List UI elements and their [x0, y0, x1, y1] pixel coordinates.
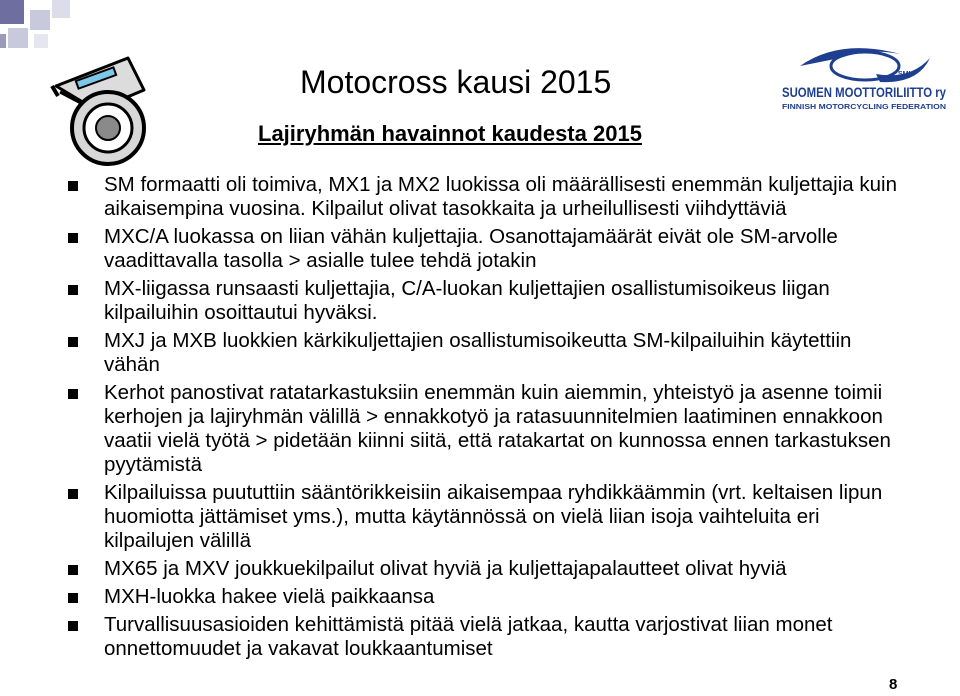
- square-bullet-icon: [68, 233, 78, 243]
- page-number: 8: [889, 676, 898, 693]
- logo-sub-text: FINNISH MOTORCYCLING FEDERATION: [782, 102, 946, 111]
- bullet-item: [68, 225, 908, 273]
- bullet-item: [68, 277, 908, 325]
- square-bullet-icon: [68, 621, 78, 631]
- bullet-text: MXH-luokka hakee vielä paikkaansa: [104, 585, 435, 608]
- square-bullet-icon: [68, 337, 78, 347]
- logo-main-text: SUOMEN MOOTTORILIITTO ry: [782, 85, 947, 100]
- square-bullet-icon: [68, 489, 78, 499]
- bullet-item: [68, 557, 908, 581]
- square-bullet-icon: [68, 565, 78, 575]
- bullet-item: [68, 329, 908, 377]
- square-bullet-icon: [68, 285, 78, 295]
- bullet-text: SM formaatti oli toimiva, MX1 ja MX2 luokissa oli määrällisesti enemmän kuljettajia kuin aikaisempina vuosina. Kilpailut olivat tasokkaita ja urheilullisesti viihdyttäviä: [104, 173, 897, 220]
- bullet-list: [68, 173, 908, 665]
- slide-title: Motocross kausi 2015: [300, 64, 612, 100]
- federation-logo: [780, 44, 950, 112]
- bullet-text: Kilpailuissa puututtiin sääntörikkeisiin aikaisempaa ryhdikkäämmin (vrt. keltaisen lipun huomiotta jättämiset yms.), mutta käytännössä on vielä liian isoja vaihteluita eri kilpailujen välillä: [104, 481, 883, 552]
- bullet-text: Kerhot panostivat ratatarkastuksiin enemmän kuin aiemmin, yhteistyö ja asenne toimii kerhojen ja lajiryhmän välillä > ennakkotyö ja ratasuunnitelmien laatiminen ennakkoon vaatii vielä työtä > pidetään kiinni siitä, että ratakartat on kunnossa ennen tarkastuksen pyytämistä: [104, 381, 891, 476]
- square-bullet-icon: [68, 181, 78, 191]
- logo-badge-text: SML: [898, 71, 913, 78]
- bullet-item: [68, 585, 908, 609]
- bullet-item: [68, 381, 908, 477]
- bullet-text: MX65 ja MXV joukkuekilpailut olivat hyviä ja kuljettajapalautteet olivat hyviä: [104, 557, 787, 580]
- square-bullet-icon: [68, 389, 78, 399]
- bullet-item: [68, 613, 908, 661]
- bullet-text: MX-liigassa runsaasti kuljettajia, C/A-luokan kuljettajien osallistumisoikeus liigan kilpailuihin osoittautui hyväksi.: [104, 277, 830, 324]
- bullet-text: MXJ ja MXB luokkien kärkikuljettajien osallistumisoikeutta SM-kilpailuihin käytettiin vähän: [104, 329, 852, 376]
- corner-squares-icon: [0, 0, 100, 60]
- bullet-item: [68, 173, 908, 221]
- slide-subtitle: Lajiryhmän havainnot kaudesta 2015: [258, 121, 642, 146]
- bullet-item: [68, 481, 908, 553]
- square-bullet-icon: [68, 593, 78, 603]
- bullet-text: Turvallisuusasioiden kehittämistä pitää vielä jatkaa, kautta varjostivat liian monet onnettomuudet ja vakavat loukkaantumiset: [104, 613, 833, 660]
- whistle-icon: [36, 52, 166, 170]
- bullet-text: MXC/A luokassa on liian vähän kuljettajia. Osanottajamäärät eivät ole SM-arvolle vaadittavalla tasolla > asialle tulee tehdä jotakin: [104, 225, 838, 272]
